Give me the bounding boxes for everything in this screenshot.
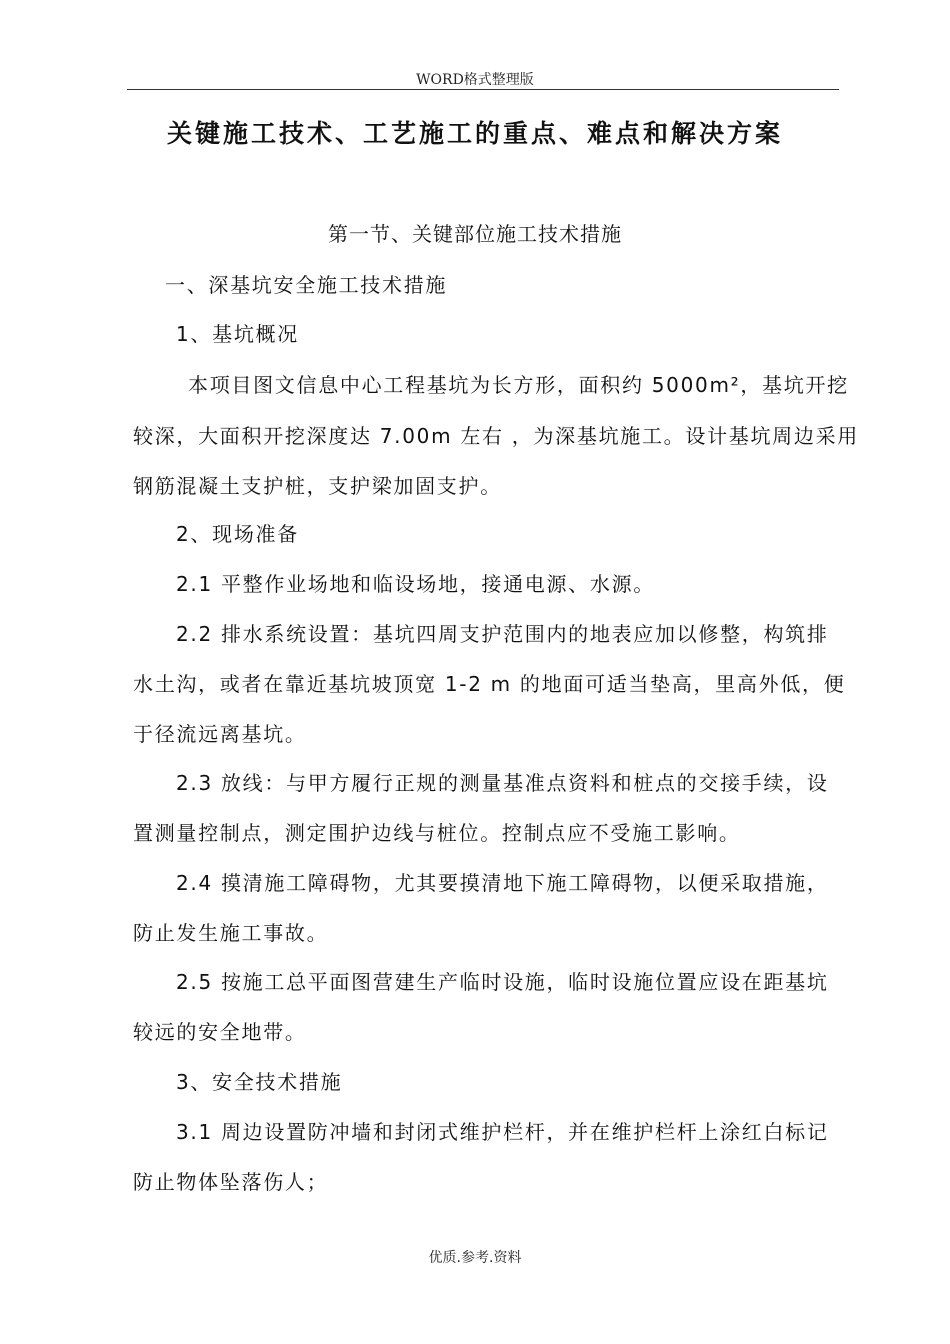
paragraph-line: 防止发生施工事故。 xyxy=(133,921,329,945)
heading-deep-pit: 一、深基坑安全施工技术措施 xyxy=(165,273,448,297)
subheading-overview: 1、基坑概况 xyxy=(176,322,299,346)
paragraph-line: 2.1 平整作业场地和临设场地，接通电源、水源。 xyxy=(176,572,655,596)
subheading-safety: 3、安全技术措施 xyxy=(176,1070,343,1094)
section-heading: 第一节、关键部位施工技术措施 xyxy=(328,222,622,246)
paragraph-line: 较深，大面积开挖深度达 7.00m 左右 ，为深基坑施工。设计基坑周边采用 xyxy=(133,424,859,448)
document-title: 关键施工技术、工艺施工的重点、难点和解决方案 xyxy=(166,119,783,148)
paragraph-line: 较远的安全地带。 xyxy=(133,1020,307,1044)
paragraph-line: 钢筋混凝土支护桩，支护梁加固支护。 xyxy=(133,474,502,498)
paragraph-line: 于径流远离基坑。 xyxy=(133,722,307,746)
subheading-site-prep: 2、现场准备 xyxy=(176,522,299,546)
paragraph-line: 置测量控制点，测定围护边线与桩位。控制点应不受施工影响。 xyxy=(133,821,741,845)
paragraph-line: 本项目图文信息中心工程基坑为长方形，面积约 5000m²，基坑开挖 xyxy=(188,373,849,397)
paragraph-line: 水土沟，或者在靠近基坑坡顶宽 1-2 m 的地面可适当垫高，里高外低，便 xyxy=(133,672,846,696)
header-divider xyxy=(127,89,839,90)
paragraph-line: 2.2 排水系统设置：基坑四周支护范围内的地表应加以修整，构筑排 xyxy=(176,622,829,646)
paragraph-line: 2.3 放线：与甲方履行正规的测量基准点资料和桩点的交接手续，设 xyxy=(176,771,829,795)
paragraph-line: 3.1 周边设置防冲墙和封闭式维护栏杆，并在维护栏杆上涂红白标记 xyxy=(176,1120,829,1144)
paragraph-line: 2.5 按施工总平面图营建生产临时设施，临时设施位置应设在距基坑 xyxy=(176,970,829,994)
page-footer: 优质.参考.资料 xyxy=(428,1250,522,1266)
page-header: WORD格式整理版 xyxy=(416,72,534,88)
paragraph-line: 2.4 摸清施工障碍物，尤其要摸清地下施工障碍物，以便采取措施， xyxy=(176,871,829,895)
paragraph-line: 防止物体坠落伤人； xyxy=(133,1170,329,1194)
